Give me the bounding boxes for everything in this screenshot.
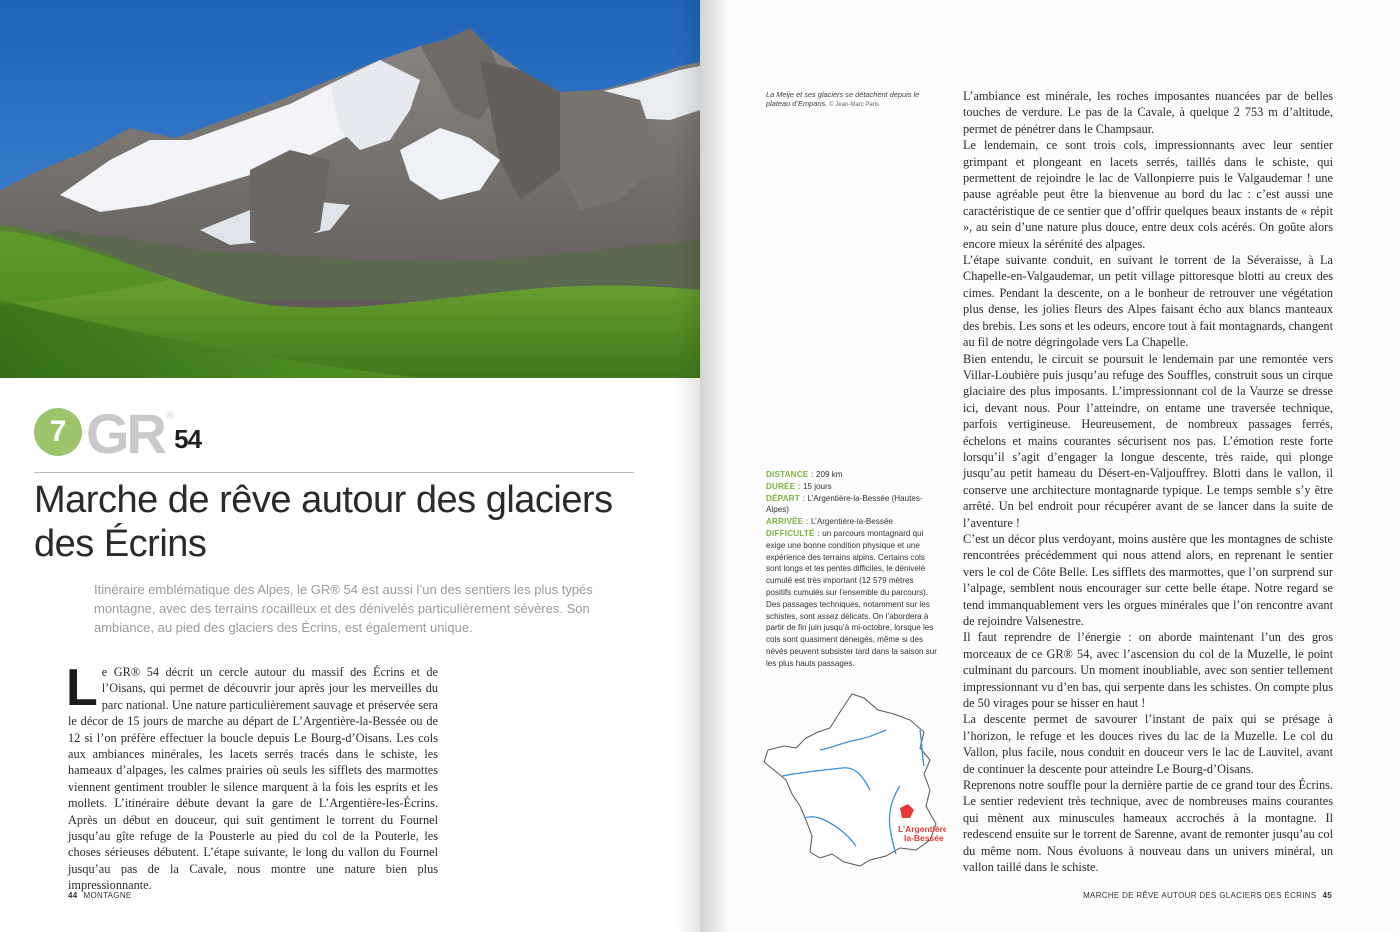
- fact-label: DURÉE :: [766, 481, 801, 491]
- fact-difficulty: [766, 528, 938, 670]
- left-folio: [68, 891, 132, 900]
- right-body-text: [963, 88, 1333, 876]
- photo-caption: [766, 90, 936, 111]
- fact-value: 15 jours: [802, 481, 832, 491]
- left-gutter-shadow: [674, 0, 700, 932]
- paragraph: Il faut reprendre de l’énergie : on aborde maintenant l’un des gros morceaux de ce GR® 54, avec l’ascension du col de la Muzelle, le point culminant du parcours. Un moment inoubliable, avec son sentier tellement impressionnant vu d’en bas, qui serpente dans les schistes. On compte plus de 50 virages pour se hisser en haut !: [963, 630, 1333, 711]
- registered-mark: ®: [166, 410, 175, 422]
- chapter-number: 7: [34, 408, 82, 456]
- fact-duration: [766, 481, 938, 493]
- fact-value: 209 km: [815, 470, 843, 479]
- right-folio: [1083, 891, 1332, 900]
- paragraph: Bien entendu, le circuit se poursuit le lendemain par une remontée vers Villar-Loubière puis jusqu’au refuge des Souffles, construit sous un cirque glaciaire des plus imposants. L’impressionnant col de la Vaurze se dresse ici, devant nous. Pour l’atteindre, on entame une traversée technique, parfois vertigineuse. Heureusement, de nombreux passages ferrés, échelons et mains courantes sécurisent nos pas. L’émotion reste forte lorsqu’il s’agit d’engager la longue descente, très raide, qui plonge jusqu’au petit hameau du Désert-en-Valjouffrey. Blotti dans le vallon, il conserve une architecture montagnarde typique. Le temps semble s’y être arrêté. Un bel endroit pour récupérer avant de se lancer dans la suite de l’aventure !: [963, 351, 1333, 530]
- left-page-number: 44: [68, 891, 78, 900]
- left-section-name: MONTAGNE: [83, 891, 132, 900]
- fact-label: DÉPART :: [766, 493, 806, 503]
- map-label-line2: la-Bessée: [904, 833, 944, 843]
- gr-route-badge: [34, 402, 202, 465]
- mountain-photo: [0, 0, 700, 378]
- map-label-line1: L’Argentière-: [898, 824, 946, 834]
- fact-value: un parcours montagnard qui exige une bonne condition physique et une expérience des terrains alpins. Certains cols sont longs et les pentes difficiles, le dénivelé cumulé est très important (12 579 mètres positifs cumulés sur l’ensemble du parcours). Des passages techniques, notamment sur les schistes, sont assez délicats. On l’abordera à partir de fin juin jusqu’à mi-octobre, lorsque les cols sont quasiment déneigés, même si des névés peuvent subsister tard dans la saison sur les plus hauts passages.: [766, 528, 937, 668]
- route-facts: [766, 469, 938, 670]
- paragraph: L’ambiance est minérale, les roches imposantes nuancées par de belles touches de verdure. Le pas de la Cavale, à quelque 2 753 m d’altitude, permet de pénétrer dans le Champsaur.: [963, 89, 1333, 136]
- photo-credit: © Jean-Marc Paris: [829, 102, 880, 109]
- france-location-map: [760, 690, 946, 874]
- fact-label: DIFFICULTÉ :: [766, 528, 820, 538]
- article-title: Marche de rêve autour des glaciers des Écrins: [34, 479, 613, 565]
- caption-text: La Meije et ses glaciers se détachent depuis le plateau d’Emparis.: [766, 90, 920, 109]
- right-page: [700, 0, 1398, 932]
- paragraph: Reprenons notre souffle pour la dernière partie de ce grand tour des Écrins. Le sentier redevient très technique, avec de nombreuses mains courantes qui mènent aux minuscules hameaux accrochés à la montagne. Il redescend ensuite sur le torrent de Sarenne, avant de remonter jusqu’au col du même nom. Nous évoluons à nouveau dans un univers minéral, un vallon taillé dans le schiste.: [963, 778, 1333, 875]
- fact-value: L’Argentière-la-Bessée: [810, 517, 893, 527]
- fact-arrival: [766, 516, 938, 528]
- title-rule: [34, 472, 634, 473]
- paragraph: C’est un décor plus verdoyant, moins austère que les montagnes de schiste rencontrées précédemment qui nous attend alors, en reprenant le sentier vers le col de Côte Belle. Les sifflets des marmottes, que l’on surprend sur l’alpage, semblent nous encourager sur cette belle étape. Notre regard se tend immanquablement vers les orgues minérales que l’on rencontre avant de rejoindre Valsenestre.: [963, 531, 1333, 628]
- right-gutter-shadow: [700, 0, 730, 932]
- right-section-name: MARCHE DE RÊVE AUTOUR DES GLACIERS DES ÉCRINS: [1083, 891, 1317, 900]
- right-page-number: 45: [1322, 891, 1332, 900]
- paragraph: L’étape suivante conduit, en suivant le torrent de la Séveraisse, à La Chapelle-en-Valgaudemar, un petit village pittoresque blotti au creux des cimes. Pendant la descente, on a le bonheur de retrouver une végétation plus dense, les jolies fleurs des Alpes faisant écho aux blancs manteaux des brebis. Les sons et les odeurs, encore tout à fait montagnards, changent au fil de notre dégringolade vers La Chapelle.: [963, 253, 1333, 350]
- fact-distance: [766, 469, 938, 481]
- left-body-text: [66, 659, 438, 894]
- route-number: 54: [174, 424, 202, 454]
- fact-departure: [766, 493, 938, 517]
- fact-label: ARRIVÉE :: [766, 517, 809, 527]
- paragraph: La descente permet de savourer l’instant de paix qui se présage à l’horizon, le refuge et les douces rives du lac de la Muzelle. Le col du Vallon, plus facile, nous conduit en douceur vers le lac de Lauvitel, avant de continuer la descente pour atteindre Le Bourg-d’Oisans.: [963, 712, 1333, 776]
- paragraph: Le lendemain, ce sont trois cols, impressionnants avec leur sentier grimpant et plongeant en lacets serrés, taillés dans le schiste, qui permettent de rejoindre le lac de Vallonpierre puis le Valgaudemar ! une pause agréable peut être la bienvenue au bord du lac : c’est aussi une caractéristique de ce sentier que d’offrir quelques beaux instants de « répit », au sein d’une nature plus douce, entre deux cols acérés. On goûte alors encore mieux la sérénité des alpages.: [963, 138, 1333, 251]
- article-lead: Itinéraire emblématique des Alpes, le GR® 54 est aussi l’un des sentiers les plus typés montagne, avec des terrains rocailleux et des dénivelés particulièrement sévères. Son ambiance, au pied des glaciers des Écrins, est également unique.: [94, 582, 593, 635]
- fact-value: L’Argentière-la-Bessée (Hautes-Alpes): [766, 493, 923, 515]
- fact-label: DISTANCE :: [766, 470, 814, 479]
- gr-logo: GR: [86, 402, 164, 465]
- left-body-paragraph: e GR® 54 décrit un cercle autour du massif des Écrins et de l’Oisans, qui permet de découvrir jour après jour les merveilles du parc national. Une nature particulièrement sauvage et préservée sera le décor de 15 jours de marche au départ de L’Argentière-la-Bessée ou de 12 si l’on préfère effectuer la boucle depuis Le Bourg-d’Oisans. Les cols aux ambiances minérales, les lacets serrés tracés dans le schiste, les hameaux d’alpages, les calmes prairies où seuls les sifflets des marmottes viennent gentiment troubler le silence marquent à la fois les esprits et les mollets. L’itinéraire débute devant la gare de L’Argentière-les-Écrins. Après un début en douceur, qui suit gentiment le torrent du Fournel jusqu’au gîte refuge de la Pousterle au pied du col de la Pouterle, les choses sérieuses débutent. L’étape suivante, le long du vallon du Fournel jusqu’au pas de la Cavale, nous montre une nature bien plus impressionnante.: [68, 665, 438, 893]
- drop-cap: L: [66, 659, 98, 717]
